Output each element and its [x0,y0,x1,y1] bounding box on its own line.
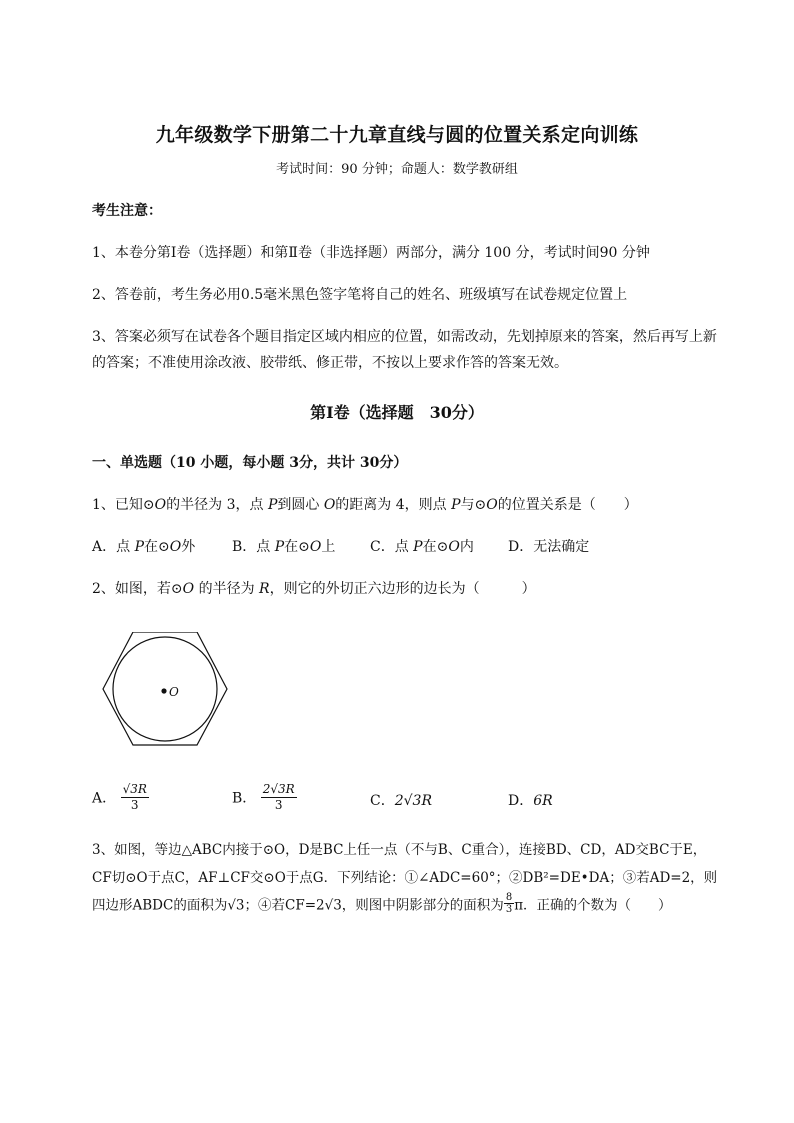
question-1-stem: 1、已知⊙O的半径为 3，点 P到圆心 O的距离为 4，则点 P与⊙O的位置关系是（ ） [92,497,638,513]
q1-option-a[interactable]: A．点 P在⊙O外 [92,539,196,555]
exam-info: 考试时间：90 分钟；命题人：数学教研组 [276,162,518,177]
notice-heading: 考生注意： [92,203,162,219]
section-title: 第Ⅰ卷（选择题 30分） [310,403,484,422]
question-3-line-2: CF切⊙O于点C，AF⊥CF交⊙O于点G．下列结论：①∠ADC=60°；②DB²=DE•DA；③若AD=2，则 [92,870,718,886]
part-title: 一、单选题（10 小题，每小题 3分，共计 30分） [92,455,408,471]
notice-item-3-line-1: 3、答案必须写在试卷各个题目指定区域内相应的位置，如需改动，先划掉原来的答案，然后再写上新 [92,329,717,345]
notice-item-3-line-2: 的答案；不准使用涂改液、胶带纸、修正带，不按以上要求作答的答案无效。 [92,355,568,371]
q2-option-c[interactable]: C．2√3R [370,793,432,809]
q2-option-b[interactable]: B． $\frac{2√3R}{3}$ [232,782,295,812]
question-3-line-1: 3、如图，等边△ABC内接于⊙O，D是BC上任一点（不与B、C重合），连接BD、CD，AD交BC于E， [92,842,707,858]
center-label: O [169,685,179,699]
question-3-line-3: 四边形ABDC的面积为√3；④若CF=2√3，则图中阴影部分的面积为 $\frac{8}{3}$ π．正确的个数为（ ） [92,892,672,915]
q1-option-b[interactable]: B．点 P在⊙O上 [232,539,336,555]
q2-option-a[interactable]: A． $\frac{√3R}{3}$ [92,782,147,812]
center-point [161,688,166,693]
question-2-stem: 2、如图，若⊙O 的半径为 R，则它的外切正六边形的边长为（ ） [92,581,536,597]
hexagon-circle-figure [100,632,230,747]
q2-option-d[interactable]: D．6R [508,793,553,809]
q1-option-d[interactable]: D．无法确定 [508,539,590,555]
page-title: 九年级数学下册第二十九章直线与圆的位置关系定向训练 [155,124,639,146]
hexagon-shape [103,632,227,745]
q1-option-c[interactable]: C．点 P在⊙O内 [370,539,474,555]
notice-item-1: 1、本卷分第Ⅰ卷（选择题）和第Ⅱ卷（非选择题）两部分，满分 100 分，考试时间90 分钟 [92,245,650,261]
notice-item-2: 2、答卷前，考生务必用0.5毫米黑色签字笔将自己的姓名、班级填写在试卷规定位置上 [92,287,628,303]
